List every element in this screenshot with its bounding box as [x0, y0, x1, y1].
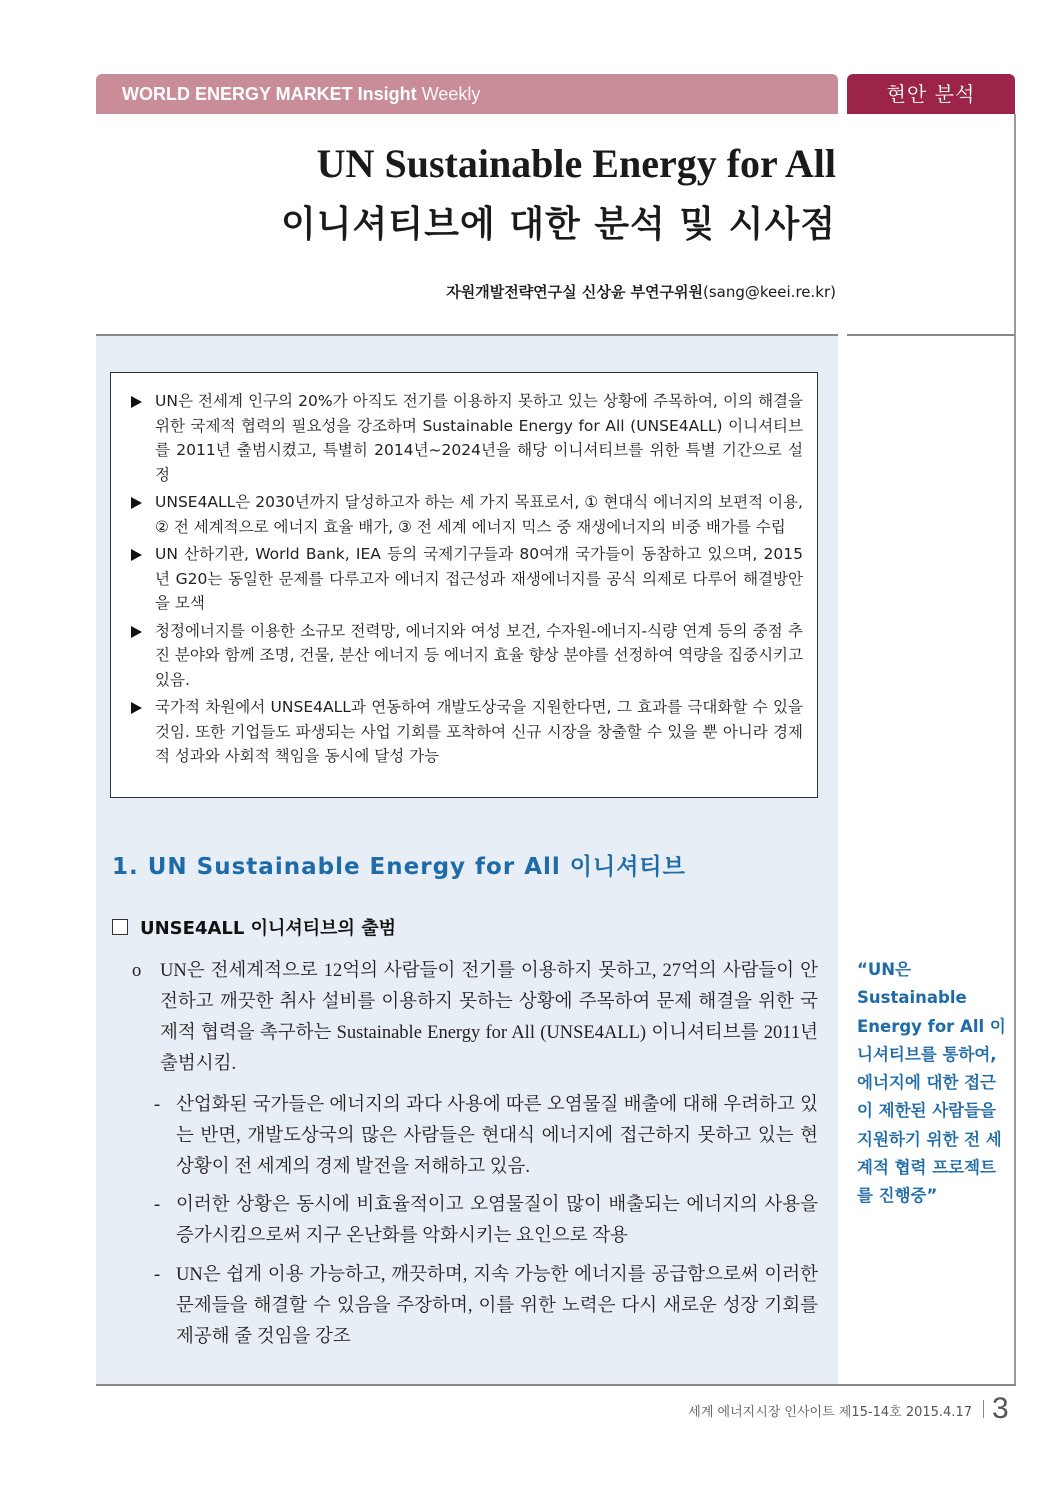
summary-item — [129, 619, 803, 693]
author-name: 자원개발전략연구실 신상윤 부연구위원 — [446, 283, 704, 301]
main-paragraph — [132, 956, 818, 1080]
summary-text: 청정에너지를 이용한 소규모 전력망, 에너지와 여성 보건, 수자원-에너지-식량 연계 등의 중점 추진 분야와 함께 조명, 건물, 분산 에너지 등 에너지 효율 향상 분야를 선정하여 역량을 집중시키고 있음. — [155, 621, 803, 689]
side-top-rule — [847, 334, 1015, 336]
pull-quote: “UN은 Sustainable Energy for All 이니셔티브를 통하여, 에너지에 대한 접근이 제한된 사람들을 지원하기 위한 전 세계적 협력 프로젝트를 진행중” — [857, 960, 1006, 1206]
page-number: 3 — [992, 1392, 1009, 1425]
summary-box — [110, 372, 818, 798]
dash-item-text: 산업화된 국가들은 에너지의 과다 사용에 따른 오염물질 배출에 대해 우려하고 있는 반면, 개발도상국의 많은 사람들은 현대식 에너지에 접근하지 못하고 있는 현 상황이 전 세계의 경제 발전을 저해하고 있음. — [176, 1095, 818, 1177]
dash-bullet: - — [154, 1265, 161, 1285]
bottom-rule — [96, 1384, 1016, 1386]
section-heading: 1. UN Sustainable Energy for All 이니셔티브 — [112, 854, 686, 880]
triangle-bullet-icon — [131, 702, 142, 714]
summary-item — [129, 542, 803, 616]
summary-item — [129, 695, 803, 769]
triangle-bullet-icon — [131, 626, 142, 638]
triangle-bullet-icon — [131, 549, 142, 561]
author-line — [446, 281, 836, 302]
sub-heading-text: UNSE4ALL 이니셔티브의 출범 — [140, 918, 396, 939]
title-line-2: 이니셔티브에 대한 분석 및 시사점 — [281, 204, 836, 245]
dash-item-text: UN은 쉽게 이용 가능하고, 깨끗하며, 지속 가능한 에너지를 공급함으로써 이러한 문제들을 해결할 수 있음을 주장하며, 이를 위한 노력은 다시 새로운 성장 기회를 제공해 줄 것임을 강조 — [176, 1265, 818, 1347]
dash-item — [154, 1260, 818, 1353]
summary-text: UN은 전세계 인구의 20%가 아직도 전기를 이용하지 못하고 있는 상황에 주목하여, 이의 해결을 위한 국제적 협력의 필요성을 강조하며 Sustainable Energy for All (UNSE4ALL) 이니셔티브를 2011년 출범시켰고, 특별히 2014년~2024년을 해당 이니셔티브를 위한 특별 기간으로 설정 — [155, 392, 803, 484]
dash-item — [154, 1090, 818, 1183]
right-divider — [1014, 114, 1016, 1386]
checkbox-square-icon — [112, 919, 128, 935]
dash-bullet: - — [154, 1095, 161, 1115]
brand-light: Weekly — [421, 84, 481, 104]
summary-text: 국가적 차원에서 UNSE4ALL과 연동하여 개발도상국을 지원한다면, 그 효과를 극대화할 수 있을 것임. 또한 기업들도 파생되는 사업 기회를 포착하여 신규 시장을 창출할 수 있을 뿐 아니라 경제적 성과와 사회적 책임을 동시에 달성 가능 — [155, 698, 803, 765]
header-bar — [96, 74, 838, 114]
sub-heading — [112, 914, 396, 940]
publication-brand — [122, 84, 480, 105]
title-line-1: UN Sustainable Energy for All — [316, 141, 836, 186]
dash-bullet: - — [154, 1195, 161, 1215]
circle-bullet: o — [132, 961, 142, 981]
footer-publication: 세계 에너지시장 인사이트 제15-14호 2015.4.17 — [688, 1405, 972, 1420]
triangle-bullet-icon — [131, 497, 142, 509]
triangle-bullet-icon — [131, 396, 142, 408]
brand-bold: WORLD ENERGY MARKET Insight — [122, 84, 417, 104]
dash-item-text: 이러한 상황은 동시에 비효율적이고 오염물질이 많이 배출되는 에너지의 사용을 증가시킴으로써 지구 온난화를 악화시키는 요인으로 작용 — [176, 1195, 818, 1246]
summary-item — [129, 490, 803, 539]
summary-text: UNSE4ALL은 2030년까지 달성하고자 하는 세 가지 목표로서, ① 현대식 에너지의 보편적 이용, ② 전 세계적으로 에너지 효율 배가, ③ 전 세계 에너지 믹스 중 재생에너지의 비중 배가를 수립 — [155, 493, 803, 536]
main-paragraph-text: UN은 전세계적으로 12억의 사람들이 전기를 이용하지 못하고, 27억의 사람들이 안전하고 깨끗한 취사 설비를 이용하지 못하는 상황에 주목하여 문제 해결을 위한 국제적 협력을 촉구하는 Sustainable Energy for All (UNSE4ALL) 이니셔티브를 2011년 출범시킴. — [160, 961, 818, 1074]
footer-separator — [983, 1400, 984, 1418]
dash-item — [154, 1190, 818, 1252]
summary-text: UN 산하기관, World Bank, IEA 등의 국제기구들과 80여개 국가들이 동참하고 있으며, 2015년 G20는 동일한 문제를 다루고자 에너지 접근성과 재생에너지를 공식 의제로 다루어 해결방안을 모색 — [155, 545, 803, 612]
summary-item — [129, 389, 803, 487]
section-tab: 현안 분석 — [847, 74, 1015, 114]
author-email: (sang@keei.re.kr) — [703, 283, 836, 301]
